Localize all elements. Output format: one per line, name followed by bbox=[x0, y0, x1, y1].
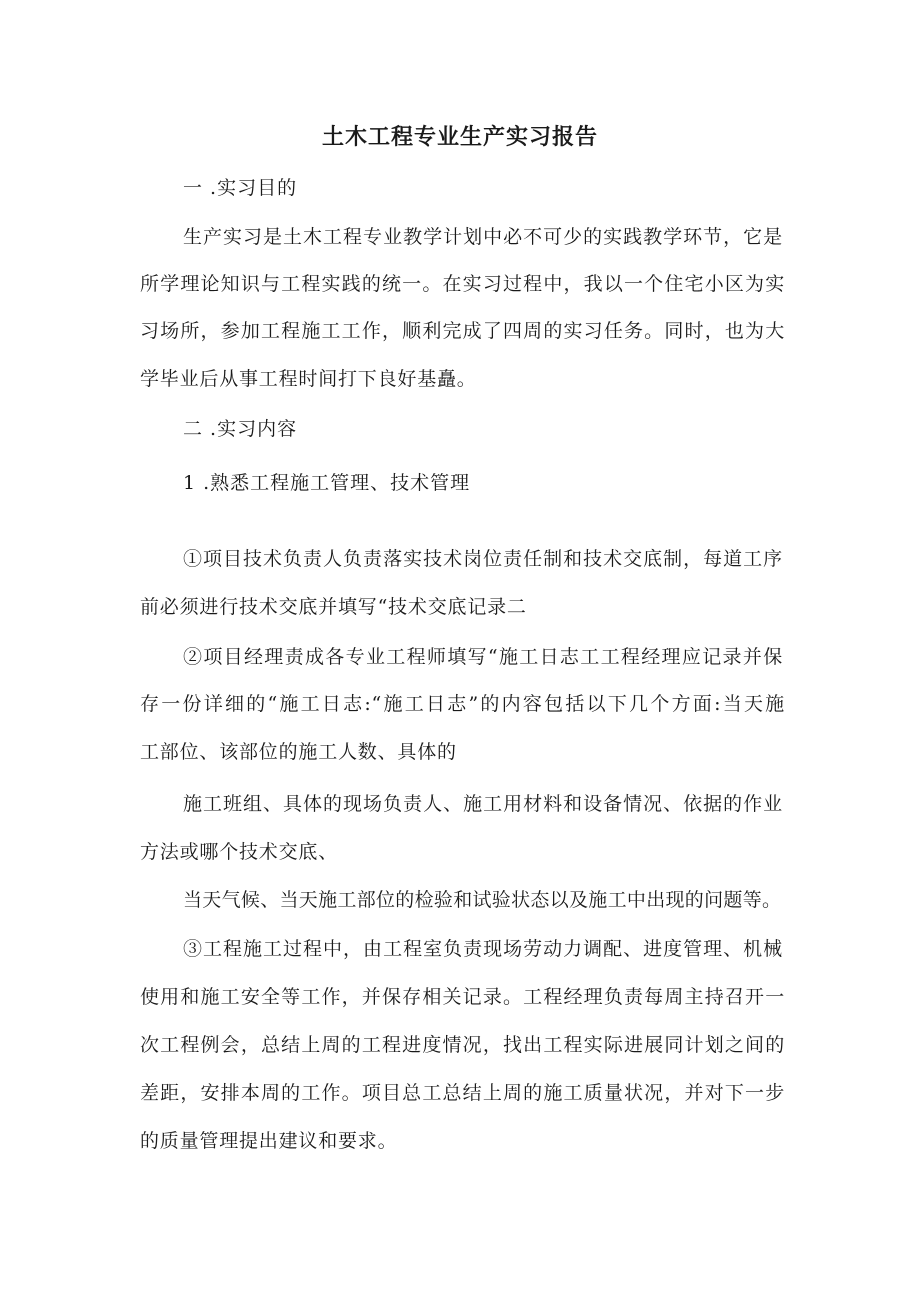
paragraph-line: 方法或哪个技术交底、 bbox=[140, 841, 339, 863]
paragraph-line: 生产实习是土木工程专业教学计划中必不可少的实践教学环节，它是 bbox=[183, 226, 783, 248]
section-heading-purpose: 一 .实习目的 bbox=[183, 177, 298, 199]
paragraph-line: 存一份详细的“施工日志:“施工日志”的内容包括以下几个方面:当天施 bbox=[140, 693, 785, 715]
paragraph-line: ②项目经理责成各专业工程师填写“施工日志工工程经理应记录并保 bbox=[183, 646, 783, 668]
paragraph-line: 前必须进行技术交底并填写“技术交底记录二 bbox=[140, 596, 527, 618]
section-heading-content: 二 .实习内容 bbox=[183, 418, 298, 440]
paragraph-line: 次工程例会，总结上周的工程进度情况，找出工程实际进展同计划之间的 bbox=[140, 1034, 785, 1056]
paragraph-line: 习场所，参加工程施工工作，顺利完成了四周的实习任务。同时，也为大 bbox=[140, 320, 785, 342]
paragraph-line: ③工程施工过程中，由工程室负责现场劳动力调配、进度管理、机械 bbox=[183, 938, 783, 960]
paragraph-line: 学毕业后从事工程时间打下良好基矗。 bbox=[140, 368, 477, 390]
paragraph-line: 工部位、该部位的施工人数、具体的 bbox=[140, 741, 457, 763]
paragraph-line: ①项目技术负责人负责落实技术岗位责任制和技术交底制，每道工序 bbox=[183, 548, 783, 570]
paragraph-line: 当天气候、当天施工部位的检验和试验状态以及施工中出现的问题等。 bbox=[183, 889, 782, 911]
paragraph-line: 施工班组、具体的现场负责人、施工用材料和设备情况、依据的作业 bbox=[183, 793, 783, 815]
paragraph-line: 所学理论知识与工程实践的统一。在实习过程中，我以一个住宅小区为实 bbox=[140, 273, 785, 295]
page-title: 土木工程专业生产实习报告 bbox=[321, 125, 598, 150]
paragraph-line: 使用和施工安全等工作，并保存相关记录。工程经理负责每周主持召开一 bbox=[140, 986, 785, 1008]
paragraph-line: 差距，安排本周的工作。项目总工总结上周的施工质量状况，并对下一步 bbox=[140, 1082, 785, 1104]
subsection-heading-management: 1 .熟悉工程施工管理、技术管理 bbox=[183, 472, 471, 494]
paragraph-line: 的质量管理提出建议和要求。 bbox=[140, 1130, 398, 1152]
